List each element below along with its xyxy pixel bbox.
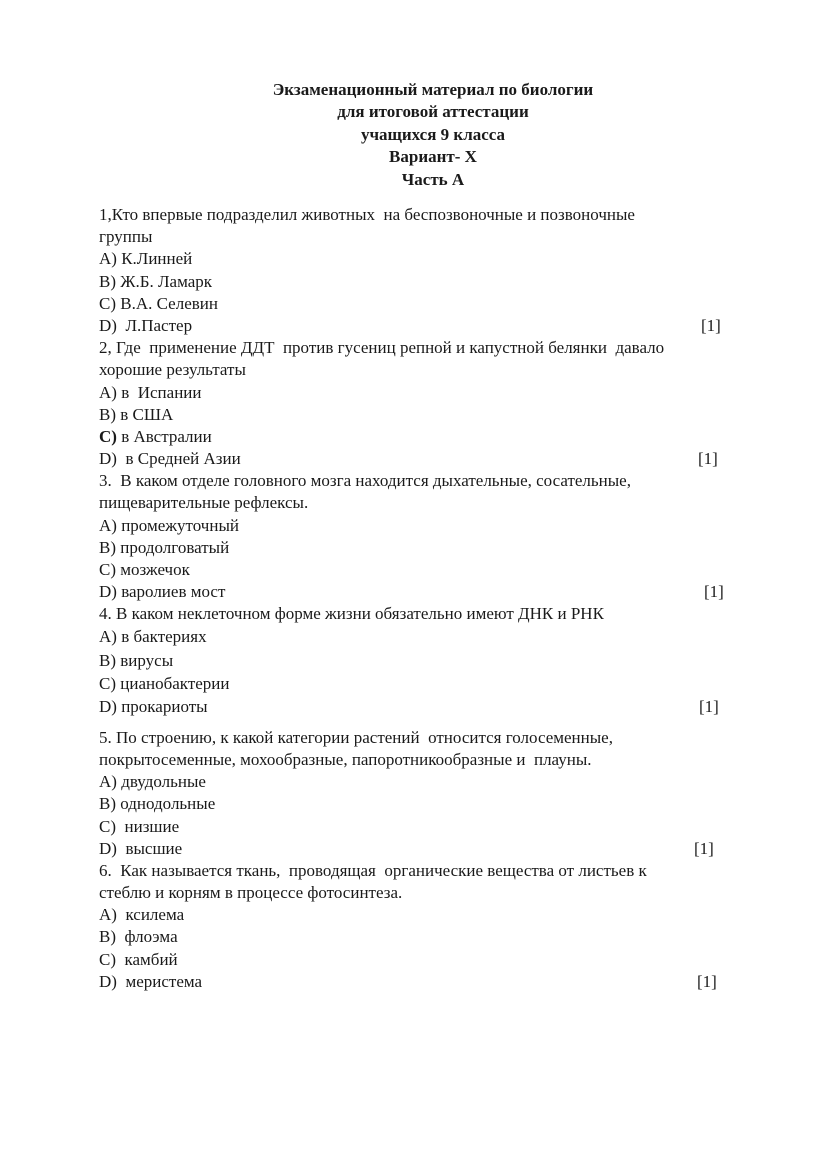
score-mark: [1] <box>704 582 724 602</box>
option-letter: C) <box>99 560 116 579</box>
score-mark: [1] <box>694 838 714 858</box>
option-letter: D) <box>99 696 117 716</box>
option-text: флоэма <box>116 927 178 947</box>
option-b <box>99 537 759 559</box>
option-c <box>99 559 759 581</box>
question-text: 1,Кто впервые подразделил животных на беспозвоночные и позвоночные <box>99 205 635 224</box>
option-text: в бактериях <box>116 626 207 646</box>
option-d <box>99 696 759 718</box>
option-c <box>99 816 759 838</box>
option-text: низшие <box>116 816 180 836</box>
score-mark: [1] <box>701 315 721 335</box>
option-text: мозжечок <box>116 560 190 579</box>
option-a <box>99 248 759 270</box>
option-text: В.А. Селевин <box>116 293 218 313</box>
option-c <box>99 426 759 448</box>
score-mark: [1] <box>697 971 717 991</box>
score-mark: [1] <box>699 696 719 716</box>
option-letter: B) <box>99 404 116 424</box>
title-line-2: для итоговой аттестации <box>337 102 529 122</box>
option-b <box>99 404 759 426</box>
option-text: Л.Пастер <box>116 315 193 335</box>
question-text-cont: покрытосеменные, мохообразные, папоротникообразные и плауны. <box>99 749 592 769</box>
question-5 <box>99 727 759 860</box>
option-text: камбий <box>116 949 178 969</box>
option-text: в США <box>116 404 174 424</box>
spacer <box>99 718 759 727</box>
questions-body <box>99 204 759 993</box>
question-3 <box>99 470 759 603</box>
option-text: Ж.Б. Ламарк <box>116 271 213 291</box>
option-text: промежуточный <box>116 515 239 535</box>
option-text: в Австралии <box>116 426 212 446</box>
option-letter: A) <box>99 382 117 402</box>
option-d <box>99 448 759 470</box>
option-c <box>99 293 759 315</box>
option-text: ксилема <box>116 905 185 925</box>
option-letter: A) <box>99 249 117 269</box>
option-letter: C) <box>99 673 116 693</box>
question-text-cont: хорошие результаты <box>99 360 246 380</box>
option-b <box>99 793 759 815</box>
question-text-cont: группы <box>99 227 153 247</box>
option-a <box>99 515 759 537</box>
option-text: варолиев мост <box>116 582 226 602</box>
option-text: меристема <box>116 971 203 991</box>
question-text: 4. В каком неклеточном форме жизни обязательно имеют ДНК и РНК <box>99 604 604 624</box>
option-letter: D) <box>99 315 117 335</box>
question-text: 2, Где применение ДДТ против гусениц репной и капустной белянки давало <box>99 338 665 358</box>
option-text: продолговатый <box>116 537 230 557</box>
option-letter: A) <box>99 626 117 646</box>
option-letter: C) <box>99 816 116 836</box>
question-4 <box>99 603 759 717</box>
option-letter: A) <box>99 515 117 535</box>
option-letter: D) <box>99 582 117 602</box>
option-letter: A) <box>99 772 117 792</box>
option-d <box>99 838 759 860</box>
option-c <box>99 673 759 696</box>
option-text: однодольные <box>116 794 216 814</box>
option-letter: A) <box>99 905 117 925</box>
option-text: прокариоты <box>116 696 208 716</box>
option-letter: B) <box>99 537 116 557</box>
score-mark: [1] <box>698 449 718 469</box>
option-d <box>99 581 759 603</box>
question-text-cont: стеблю и корням в процессе фотосинтеза. <box>99 883 403 903</box>
variant-label: Вариант- X <box>389 147 477 167</box>
option-d <box>99 971 759 993</box>
option-a <box>99 626 759 650</box>
option-a <box>99 382 759 404</box>
question-1 <box>99 204 759 337</box>
question-text-cont: пищеварительные рефлексы. <box>99 493 309 513</box>
document-header <box>0 79 827 191</box>
option-c <box>99 949 759 971</box>
option-text: высшие <box>116 838 183 858</box>
question-text: 3. В каком отделе головного мозга находится дыхательные, сосательные, <box>99 471 631 491</box>
option-letter: D) <box>99 971 117 991</box>
option-letter: B) <box>99 927 116 947</box>
option-d <box>99 315 759 337</box>
option-b <box>99 271 759 293</box>
option-letter: B) <box>99 794 116 814</box>
option-a <box>99 771 759 793</box>
question-text: 6. Как называется ткань, проводящая органические вещества от листьев к <box>99 860 647 880</box>
option-letter: D) <box>99 449 117 469</box>
option-letter: C) <box>99 293 116 313</box>
option-a <box>99 904 759 926</box>
option-text: в Средней Азии <box>116 449 241 469</box>
question-6 <box>99 860 759 993</box>
option-b <box>99 650 759 673</box>
question-2 <box>99 337 759 470</box>
option-text: в Испании <box>116 382 202 402</box>
option-text: вирусы <box>116 650 174 670</box>
part-label: Часть А <box>401 169 465 189</box>
option-text: К.Линней <box>116 249 193 269</box>
title-line-1: Экзаменационный материал по биологии <box>272 80 594 99</box>
option-letter: C) <box>99 426 117 446</box>
option-text: цианобактерии <box>116 673 230 693</box>
option-letter: B) <box>99 650 116 670</box>
option-letter: B) <box>99 271 116 291</box>
title-line-3: учащихся 9 класса <box>360 124 506 144</box>
option-letter: C) <box>99 949 116 969</box>
option-letter: D) <box>99 838 117 858</box>
option-text: двудольные <box>116 772 206 792</box>
option-b <box>99 926 759 948</box>
question-text: 5. По строению, к какой категории растений относится голосеменные, <box>99 727 613 747</box>
